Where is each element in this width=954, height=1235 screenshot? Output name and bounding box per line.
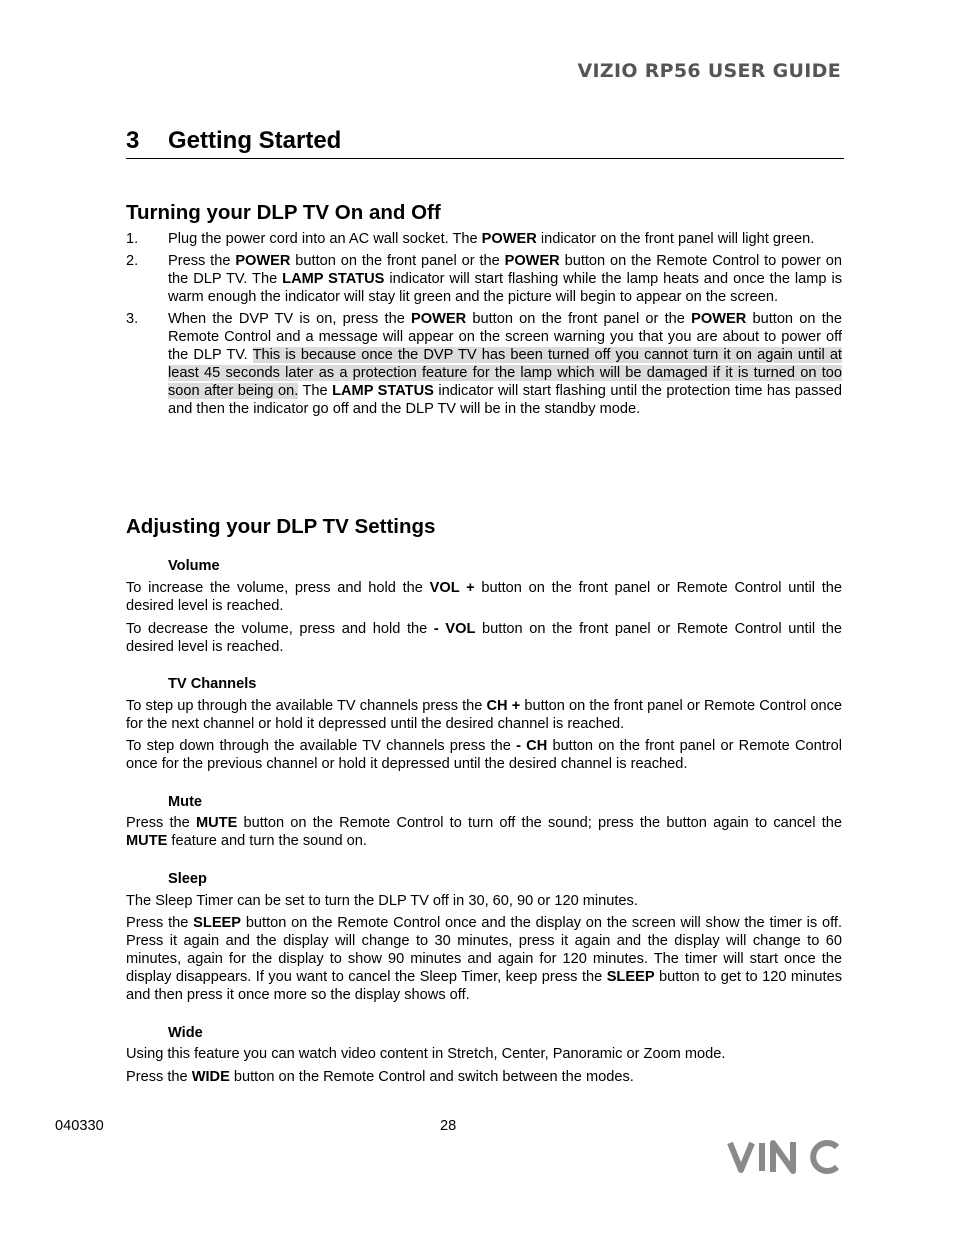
subheading-mute: Mute (168, 794, 203, 810)
paragraph: Press the WIDE button on the Remote Control and switch between the modes. (126, 1069, 634, 1085)
section-heading-adjusting: Adjusting your DLP TV Settings (126, 515, 436, 538)
chapter-number: 3 (126, 127, 140, 154)
paragraph: To step up through the available TV channels press the CH + button on the front panel or Remote Control once for the next channel or hold it depressed until the desired channel is reached. (126, 698, 843, 732)
steps-list (126, 230, 842, 422)
paragraph: Using this feature you can watch video content in Stretch, Center, Panoramic or Zoom mode. (126, 1046, 726, 1062)
step-number: 1. (126, 231, 139, 247)
chapter-title: Getting Started (168, 127, 342, 154)
paragraph: The Sleep Timer can be set to turn the DLP TV off in 30, 60, 90 or 120 minutes. (126, 893, 638, 909)
document-code: 040330 (55, 1118, 104, 1134)
paragraph: To decrease the volume, press and hold the - VOL button on the front panel or Remote Control until the desired level is reached. (126, 621, 843, 655)
subheading-sleep: Sleep (168, 871, 207, 887)
section-heading-turning: Turning your DLP TV On and Off (126, 201, 441, 224)
page-number: 28 (440, 1118, 457, 1134)
guide-title: VIZIO RP56 USER GUIDE (577, 60, 841, 82)
highlighted-text: This is because once the DVP TV has been turned off you cannot turn it on again until at least 45 seconds later as a protection feature for the lamp which will be damaged if it is turned on too soon after being on. (168, 347, 842, 399)
vinc-logo (727, 1139, 842, 1175)
list-item: 1. Plug the power cord into an AC wall socket. The POWER indicator on the front panel will light green. (126, 231, 815, 247)
step-number: 2. (126, 253, 139, 269)
subheading-tv-channels: TV Channels (168, 676, 257, 692)
subheading-volume: Volume (168, 558, 220, 574)
paragraph: To increase the volume, press and hold the VOL + button on the front panel or Remote Control until the desired level is reached. (126, 580, 842, 614)
paragraph: Press the MUTE button on the Remote Control to turn off the sound; press the button again to cancel the MUTE feature and turn the sound on. (126, 815, 843, 849)
step-number: 3. (126, 311, 139, 327)
list-item: 3. When the DVP TV is on, press the POWER button on the front panel or the POWER button on the Remote Control and a message will appear on the screen warning you that you are about to power off the DLP TV. This is because once the DVP TV has been turned off you cannot turn it on again until at least 45 seconds later as a protection feature for the lamp which will be damaged if it is turned on too soon after being on. The LAMP STATUS indicator will start flashing until the protection time has passed and then the indicator go off and the DLP TV will be in the standby mode. (126, 311, 842, 417)
paragraph: To step down through the available TV channels press the - CH button on the front panel or Remote Control once for the previous channel or hold it depressed until the desired channel is reached. (126, 738, 843, 772)
paragraph: Press the SLEEP button on the Remote Control once and the display on the screen will show the timer is off. Press it again and the display will change to 30 minutes, press it again and the display will change to 60 minutes, again for the display to show 90 minutes and again for 120 minutes. The timer will start once the display disappears. If you want to cancel the Sleep Timer, keep press the SLEEP button to get to 120 minutes and then press it once more so the display shows off. (126, 915, 842, 1003)
list-item: 2. Press the POWER button on the front panel or the POWER button on the Remote Control to power on the DLP TV. The LAMP STATUS indicator will start flashing while the lamp heats and once the lamp is warm enough the indicator will stay lit green and the picture will begin to appear on the screen. (126, 253, 843, 305)
chapter-heading (126, 126, 844, 159)
subheading-wide: Wide (168, 1025, 203, 1041)
